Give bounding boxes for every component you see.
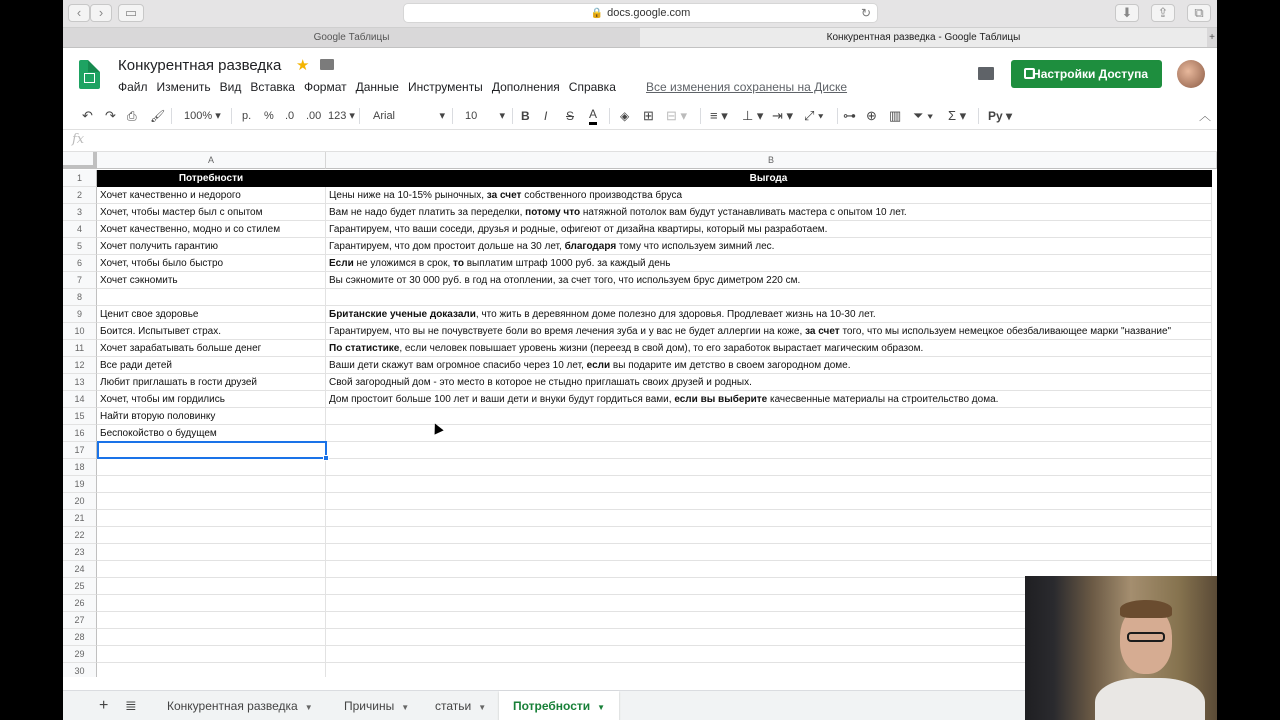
cell-a[interactable] xyxy=(97,595,326,612)
header-row xyxy=(63,170,1217,187)
menu-tools[interactable]: Инструменты xyxy=(407,80,483,94)
sheet-tab-label: статьи xyxy=(435,699,472,713)
cell-a[interactable] xyxy=(97,612,326,629)
cell-text-run: выплатим штраф 1000 руб. за каждый день xyxy=(463,258,671,269)
table-row xyxy=(63,527,1217,544)
row-number[interactable]: 1 xyxy=(63,170,97,187)
cell-b[interactable] xyxy=(326,527,1212,544)
table-row xyxy=(63,425,1217,442)
table-row xyxy=(63,476,1217,493)
share-button[interactable] xyxy=(1011,60,1162,88)
cell-a[interactable]: Потребности xyxy=(97,170,326,187)
cell-b[interactable] xyxy=(326,357,1212,374)
table-row xyxy=(63,255,1217,272)
webcam-person-shirt xyxy=(1095,678,1205,720)
chevron-down-icon[interactable]: ▼ xyxy=(304,703,313,712)
menu-insert[interactable]: Вставка xyxy=(250,80,295,94)
url-text: docs.google.com xyxy=(607,7,691,19)
cell-b[interactable] xyxy=(326,425,1212,442)
cell-text-run: Гарантируем, что ваши соседи, друзья и родные, офигеют от дизайна квартиры, который мы разработаем. xyxy=(329,224,828,235)
percent-button[interactable]: % xyxy=(264,110,274,122)
selected-cell-outline xyxy=(97,441,327,459)
cell-text-run: вы подарите им детство в своем загородном доме. xyxy=(610,360,851,371)
align-left-icon[interactable]: ≡ ▾ xyxy=(710,108,728,123)
row-number[interactable]: 19 xyxy=(63,476,97,493)
webcam-person-glasses xyxy=(1127,632,1165,642)
cell-text-run: потому что xyxy=(525,207,581,218)
text-color-button[interactable]: A xyxy=(589,107,597,125)
row-number[interactable]: 13 xyxy=(63,374,97,391)
chevron-down-icon: ▾ xyxy=(439,110,445,122)
cell-text-run: за счет xyxy=(805,326,840,337)
browser-tabs xyxy=(63,28,1217,48)
fill-handle[interactable] xyxy=(323,455,329,461)
row-number[interactable]: 5 xyxy=(63,238,97,255)
cell-text-run: то xyxy=(453,258,464,269)
cell-b[interactable] xyxy=(326,493,1212,510)
row-number[interactable]: 6 xyxy=(63,255,97,272)
more-formats-label: 123 xyxy=(328,110,347,122)
cell-b[interactable] xyxy=(326,238,1212,255)
table-row xyxy=(63,357,1217,374)
cell-text-run: тому что используем зимний лес. xyxy=(616,241,775,252)
sheet-tab[interactable] xyxy=(421,691,500,720)
lock-icon: 🔒 xyxy=(590,8,604,19)
chevron-down-icon[interactable]: ▼ xyxy=(401,703,410,712)
star-icon[interactable]: ★ xyxy=(296,57,310,74)
table-row xyxy=(63,459,1217,476)
cell-a[interactable] xyxy=(97,459,326,476)
font-select[interactable] xyxy=(373,107,445,125)
cell-a[interactable]: Ценит свое здоровье xyxy=(97,306,326,323)
bold-button[interactable]: B xyxy=(521,109,530,123)
cell-a[interactable]: Хочет качественно, модно и со стилем xyxy=(97,221,326,238)
zoom-value: 100% xyxy=(184,110,213,122)
cell-text-run: не уложимся в срок, xyxy=(353,258,454,269)
row-number[interactable]: 25 xyxy=(63,578,97,595)
cell-text-run: благодаря xyxy=(564,241,617,252)
cell-b[interactable] xyxy=(326,306,1212,323)
row-number[interactable]: 28 xyxy=(63,629,97,646)
table-row xyxy=(63,187,1217,204)
cell-text-run: Цены ниже на 10-15% рыночных, xyxy=(329,190,487,201)
back-icon[interactable]: ‹ xyxy=(68,4,90,22)
cell-text-run: собственного производства бруса xyxy=(521,190,683,201)
separator xyxy=(978,108,979,124)
vertical-align-icon[interactable]: ⊥ ▾ xyxy=(742,108,764,123)
row-number[interactable]: 17 xyxy=(63,442,97,459)
row-number[interactable]: 23 xyxy=(63,544,97,561)
font-value: Arial xyxy=(373,110,396,122)
row-number[interactable]: 16 xyxy=(63,425,97,442)
folder-icon[interactable] xyxy=(320,59,334,70)
menu-format[interactable]: Формат xyxy=(303,80,347,94)
cell-text-run: , что жить в деревянном доме полезно для здоровья. Продлевает жизнь на 10-30 лет. xyxy=(475,309,876,320)
table-row xyxy=(63,289,1217,306)
cell-a[interactable] xyxy=(97,493,326,510)
print-icon[interactable]: ⎙ xyxy=(127,109,137,123)
row-number[interactable]: 24 xyxy=(63,561,97,578)
cell-b[interactable] xyxy=(326,510,1212,527)
cell-a[interactable] xyxy=(97,561,326,578)
row-number[interactable]: 21 xyxy=(63,510,97,527)
sheet-tab-label: Конкурентная разведка xyxy=(167,699,298,713)
row-number[interactable]: 4 xyxy=(63,221,97,238)
comment-add-icon[interactable]: ⊕ xyxy=(866,108,877,123)
cell-b[interactable] xyxy=(326,340,1212,357)
cell-b[interactable] xyxy=(326,170,1212,187)
cell-text-run: того, что мы используем немецкое обезбаливающее марки "название" xyxy=(839,326,1172,337)
table-row xyxy=(63,238,1217,255)
cell-b[interactable] xyxy=(326,204,1212,221)
column-header-b[interactable]: B xyxy=(326,152,1217,169)
tabs-overview-icon[interactable]: ⧉ xyxy=(1187,4,1211,22)
downloads-icon[interactable]: ⬇ xyxy=(1115,4,1139,22)
all-sheets-icon[interactable]: ≣ xyxy=(125,697,137,713)
row-number[interactable]: 18 xyxy=(63,459,97,476)
cell-text-run: Дом простоит больше 100 лет и ваши дети и внуки будут гордиться вами, xyxy=(329,394,675,405)
borders-icon[interactable]: ⊞ xyxy=(643,108,654,123)
row-number[interactable]: 26 xyxy=(63,595,97,612)
cell-a[interactable]: Хочет, чтобы было быстро xyxy=(97,255,326,272)
sheet-tab-label: Потребности xyxy=(513,699,591,713)
cell-text-run: натяжной потолок вам будут устанавливать мастера с опытом 10 лет. xyxy=(580,207,907,218)
cell-a[interactable]: Хочет, чтобы мастер был с опытом xyxy=(97,204,326,221)
row-number[interactable]: 15 xyxy=(63,408,97,425)
cell-text-run: Выгода xyxy=(749,173,788,184)
italic-button[interactable]: I xyxy=(544,109,548,123)
separator xyxy=(512,108,513,124)
input-tools-button[interactable]: Py ▾ xyxy=(988,109,1013,123)
table-row xyxy=(63,374,1217,391)
avatar[interactable] xyxy=(1177,60,1205,88)
row-number[interactable]: 9 xyxy=(63,306,97,323)
cell-a[interactable] xyxy=(97,527,326,544)
select-all-corner[interactable] xyxy=(63,152,97,169)
cell-b[interactable] xyxy=(326,544,1212,561)
separator xyxy=(171,108,172,124)
decrease-decimal-button[interactable]: .0 xyxy=(285,110,295,122)
table-row xyxy=(63,272,1217,289)
cell-b[interactable] xyxy=(326,255,1212,272)
cell-b[interactable] xyxy=(326,408,1212,425)
chevron-down-icon: ▾ xyxy=(499,110,505,122)
currency-button[interactable]: р. xyxy=(242,110,252,122)
row-number[interactable]: 20 xyxy=(63,493,97,510)
cell-b[interactable] xyxy=(326,391,1212,408)
cell-b[interactable] xyxy=(326,374,1212,391)
cell-a[interactable]: Хочет получить гарантию xyxy=(97,238,326,255)
fx-icon: fx xyxy=(72,132,85,147)
cell-a[interactable]: Любит приглашать в гости друзей xyxy=(97,374,326,391)
share-button-label: Настройки Доступа xyxy=(1032,67,1148,81)
lock-icon xyxy=(1024,68,1035,79)
new-tab-icon[interactable]: + xyxy=(1209,32,1215,43)
undo-icon[interactable]: ↶ xyxy=(82,108,93,123)
cell-a[interactable] xyxy=(97,510,326,527)
cell-a[interactable] xyxy=(97,663,326,677)
cell-a[interactable]: Хочет сэкномить xyxy=(97,272,326,289)
paint-format-icon[interactable]: 🖌 xyxy=(150,109,166,123)
table-row xyxy=(63,204,1217,221)
cell-text-run: Вы сэкномите от 30 000 руб. в год на отоплении, за счет того, что используем брус диметром 220 см. xyxy=(329,275,801,286)
sheet-tab[interactable] xyxy=(330,691,423,720)
cell-a[interactable]: Все ради детей xyxy=(97,357,326,374)
cell-a[interactable]: Хочет качественно и недорого xyxy=(97,187,326,204)
sheet-tab[interactable] xyxy=(499,691,619,720)
zoom-select[interactable]: 100% ▾ xyxy=(184,110,221,122)
chevron-down-icon[interactable]: ▼ xyxy=(478,703,487,712)
cell-a[interactable]: Хочет, чтобы им гордились xyxy=(97,391,326,408)
menu-help[interactable]: Справка xyxy=(568,80,616,94)
cell-b[interactable] xyxy=(326,459,1212,476)
address-bar[interactable] xyxy=(403,3,878,23)
share-icon[interactable]: ⇪ xyxy=(1151,4,1175,22)
increase-decimal-button[interactable]: .00 xyxy=(306,110,322,122)
table-row xyxy=(63,493,1217,510)
table-row xyxy=(63,391,1217,408)
merge-cells-icon[interactable]: ⊟ ▾ xyxy=(666,108,688,123)
row-number[interactable]: 27 xyxy=(63,612,97,629)
row-number[interactable]: 11 xyxy=(63,340,97,357)
formula-bar[interactable] xyxy=(63,130,1217,152)
menu-data[interactable]: Данные xyxy=(355,80,399,94)
cell-text-run: качесвенные материалы на строительство дома. xyxy=(767,394,999,405)
row-number[interactable]: 14 xyxy=(63,391,97,408)
cell-text-run: Вам не надо будет платить за переделки, xyxy=(329,207,526,218)
document-title[interactable]: Конкурентная разведка xyxy=(118,57,282,74)
cell-a[interactable]: Боится. Испытывет страх. xyxy=(97,323,326,340)
row-number[interactable]: 8 xyxy=(63,289,97,306)
table-row xyxy=(63,340,1217,357)
input-tools-label: Py xyxy=(988,109,1003,123)
cell-a[interactable] xyxy=(97,578,326,595)
separator xyxy=(359,108,360,124)
text-wrap-icon[interactable]: ⇥ ▾ xyxy=(772,108,794,123)
menu-addons[interactable]: Дополнения xyxy=(491,80,560,94)
cell-a[interactable]: Найти вторую половинку xyxy=(97,408,326,425)
table-row xyxy=(63,544,1217,561)
reload-icon[interactable]: ↻ xyxy=(860,6,871,20)
font-size-select[interactable] xyxy=(465,107,505,125)
cell-a[interactable] xyxy=(97,476,326,493)
cell-b[interactable] xyxy=(326,323,1212,340)
strikethrough-button[interactable]: S xyxy=(566,109,575,123)
toolbar xyxy=(63,102,1217,130)
comments-icon[interactable] xyxy=(978,67,994,80)
sidebar-icon[interactable]: ▭ xyxy=(118,4,144,22)
cell-b[interactable] xyxy=(326,221,1212,238)
menu-file[interactable]: Файл xyxy=(118,80,148,94)
cell-text-run: Ваши дети скажут вам огромное спасибо через 10 лет, xyxy=(329,360,587,371)
cell-a[interactable]: Беспокойство о будущем xyxy=(97,425,326,442)
sheets-logo-icon[interactable] xyxy=(79,60,100,89)
more-formats-button[interactable]: 123 ▾ xyxy=(328,110,355,122)
table-row xyxy=(63,306,1217,323)
cell-text-run: Гарантируем, что вы не почувствуете боли во время лечения зуба и у вас не будет аллергии на коже, xyxy=(329,326,806,337)
row-number[interactable]: 3 xyxy=(63,204,97,221)
fill-color-icon[interactable]: ◈ xyxy=(620,109,630,123)
webcam-overlay xyxy=(1025,576,1217,720)
collapse-menu-icon[interactable]: ︿ xyxy=(1199,109,1212,123)
separator xyxy=(700,108,701,124)
row-number[interactable]: 29 xyxy=(63,646,97,663)
sheet-tab-label: Причины xyxy=(344,699,395,713)
add-sheet-icon[interactable]: + xyxy=(99,697,109,714)
row-number[interactable]: 30 xyxy=(63,663,97,677)
forward-icon[interactable]: › xyxy=(90,4,112,22)
save-status[interactable]: Все изменения сохранены на Диске xyxy=(646,80,848,94)
cell-a[interactable] xyxy=(97,289,326,306)
functions-icon[interactable]: Σ ▾ xyxy=(948,108,967,123)
cell-a[interactable] xyxy=(97,629,326,646)
separator xyxy=(231,108,232,124)
row-number[interactable]: 22 xyxy=(63,527,97,544)
font-size-value: 10 xyxy=(465,110,478,122)
row-number[interactable]: 7 xyxy=(63,272,97,289)
text-rotation-icon[interactable]: ⤢ ▾ xyxy=(804,108,824,123)
table-row xyxy=(63,510,1217,527)
cell-text-run: Гарантируем, что дом простоит дольше на 30 лет, xyxy=(329,241,565,252)
cell-a[interactable] xyxy=(97,646,326,663)
cell-text-run: если вы выберите xyxy=(674,394,768,405)
cell-b[interactable] xyxy=(326,476,1212,493)
cell-text-run: По статистике xyxy=(329,343,400,354)
webcam-person-hair xyxy=(1120,600,1172,618)
menu-bar xyxy=(118,80,625,96)
menu-edit[interactable]: Изменить xyxy=(156,80,211,94)
sheet-tab[interactable] xyxy=(153,691,327,720)
chart-icon[interactable]: ▥ xyxy=(889,108,902,123)
filter-icon[interactable]: ⏷ ▾ xyxy=(913,108,934,123)
cell-a[interactable] xyxy=(97,544,326,561)
menu-view[interactable]: Вид xyxy=(219,80,242,94)
column-header-a[interactable]: A xyxy=(97,152,326,169)
cell-text-run: , если человек повышает уровень жизни (переезд в свой дом), то его заработок вырастает магическим образом. xyxy=(399,343,924,354)
separator xyxy=(452,108,453,124)
cell-b[interactable] xyxy=(326,442,1212,459)
row-number[interactable]: 12 xyxy=(63,357,97,374)
cell-a[interactable]: Хочет зарабатывать больше денег xyxy=(97,340,326,357)
separator xyxy=(837,108,838,124)
browser-tab-1[interactable]: Google Таблицы xyxy=(313,32,390,43)
browser-toolbar xyxy=(63,0,1217,28)
cell-text-run: если xyxy=(586,360,611,371)
chevron-down-icon[interactable]: ▼ xyxy=(597,703,606,712)
redo-icon[interactable]: ↷ xyxy=(105,108,116,123)
cell-b[interactable] xyxy=(326,272,1212,289)
cell-text-run: Свой загородный дом - это место в которое не стыдно приглашать своих друзей и родных. xyxy=(329,377,752,388)
cell-text-run: Если xyxy=(329,258,354,269)
row-number[interactable]: 10 xyxy=(63,323,97,340)
row-number[interactable]: 2 xyxy=(63,187,97,204)
table-row xyxy=(63,221,1217,238)
browser-tab-2[interactable]: Конкурентная разведка - Google Таблицы xyxy=(640,28,1207,47)
link-icon[interactable]: ⊶ xyxy=(843,108,856,123)
table-row xyxy=(63,323,1217,340)
cell-b[interactable] xyxy=(326,289,1212,306)
cell-text-run: Британские ученые доказали xyxy=(329,309,476,320)
separator xyxy=(609,108,610,124)
cell-b[interactable] xyxy=(326,187,1212,204)
table-row xyxy=(63,408,1217,425)
cell-text-run: за счет xyxy=(486,190,522,201)
